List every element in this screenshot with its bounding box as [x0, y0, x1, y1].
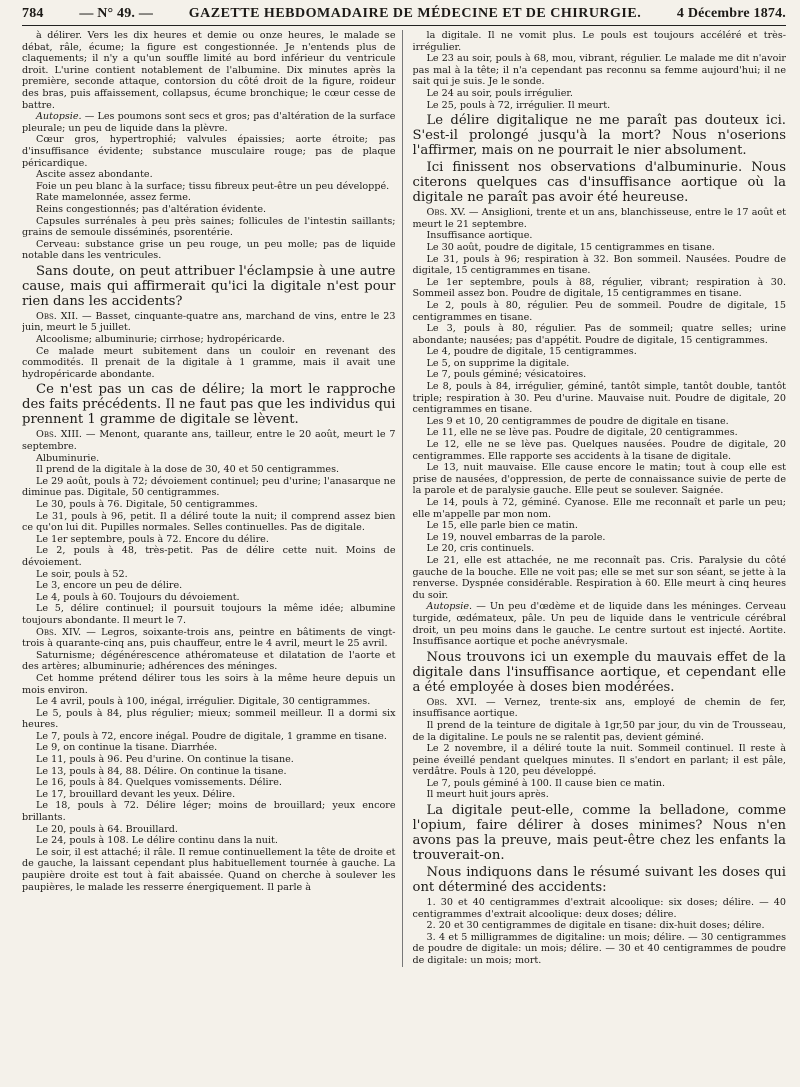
- case-paragraph: [22, 429, 396, 452]
- paragraph-text: Le 5, pouls à 84, plus régulier; mieux; sommeil meilleur. Il a dormi six heures.: [22, 707, 396, 731]
- paragraph-text: Ce malade meurt subitement dans un couloir en revenant des commodités. Il prenait de la digitale à 1 gramme, mais il avait une hydropéricarde abondante.: [22, 345, 396, 380]
- case-paragraph: [413, 543, 787, 555]
- paragraph-text: Le 31, pouls à 96; respiration à 32. Bon sommeil. Nausées. Poudre de digitale, 15 centigrammes en tisane.: [412, 253, 786, 277]
- paragraph-text: Le 30 août, poudre de digitale, 15 centigrammes en tisane.: [426, 241, 715, 253]
- paragraph-text: Le 11, pouls à 96. Peu d'urine. On continue la tisane.: [36, 754, 294, 766]
- commentary-paragraph: [413, 160, 787, 205]
- paragraph-text: Insuffisance aortique.: [426, 230, 533, 242]
- paragraph-text: Le soir, il est attaché; il râle. Il remue continuellement la tête de droite et de gauche, la laissant cependant plus habituellement tournée à gauche. La paupière droite est tout à fait abaissée. Quand on cherche à soulever les paupières, le malade les resserre énergiquement. Il parle à: [22, 846, 396, 893]
- paragraph-text: la digitale. Il ne vomit plus. Le pouls est toujours accéléré et très-irrégulier.: [412, 30, 786, 53]
- paragraph-label: Obs. XV.: [426, 207, 466, 219]
- commentary-paragraph: [413, 803, 787, 863]
- paragraph-text: — Menont, quarante ans, tailleur, entre le 20 août, meurt le 7 septembre.: [22, 429, 396, 453]
- case-paragraph: [413, 100, 787, 112]
- paragraph-text: Le 5, on supprime la digitale.: [426, 357, 570, 369]
- paragraph-text: Il meurt huit jours après.: [426, 789, 549, 801]
- journal-title: GAZETTE HEBDOMADAIRE DE MÉDECINE ET DE CHIRURGIE.: [188, 6, 642, 21]
- paragraph-text: — Legros, soixante-trois ans, peintre en bâtiments de vingt-trois à quarante-cinq ans, puis chauffeur, entre le 4 avril, meurt le 25 avril.: [22, 626, 396, 650]
- paragraph-label: Obs. XVI.: [426, 696, 477, 708]
- case-paragraph: [413, 346, 787, 358]
- paragraph-text: Le 24, pouls à 108. Le délire continu dans la nuit.: [36, 835, 278, 847]
- case-paragraph: [413, 897, 787, 920]
- paragraph-text: Le 18, pouls à 72. Délire léger; moins de brouillard; yeux encore brillants.: [22, 800, 396, 824]
- issue-number: — N° 49. —: [79, 6, 154, 21]
- paragraph-text: Foie un peu blanc à la surface; tissu fibreux peut-être un peu développé.: [36, 180, 390, 192]
- case-paragraph: [413, 369, 787, 381]
- paragraph-text: Le délire digitalique ne me paraît pas douteux ici. S'est-il prolongé jusqu'à la mort? Nous n'oserions l'affirmer, mais on ne pourrait le nier absolument.: [412, 113, 786, 159]
- paragraph-text: Les 9 et 10, 20 centigrammes de poudre de digitale en tisane.: [426, 415, 729, 427]
- paragraph-text: Le 3, pouls à 80, régulier. Pas de sommeil; quatre selles; urine abondante; nausées; pas d'appétit. Poudre de digitale, 15 centigrammes.: [412, 323, 786, 346]
- case-paragraph: [22, 789, 396, 801]
- paragraph-text: Ce n'est pas un cas de délire; la mort le rapproche des faits précédents. Il ne faut pas que les individus qui prennent 1 gramme de digitale se lèvent.: [22, 382, 396, 428]
- page-header: [22, 6, 786, 26]
- left-column: [22, 30, 403, 967]
- paragraph-text: Alcoolisme; albuminurie; cirrhose; hydropéricarde.: [36, 334, 285, 346]
- paragraph-text: Le 21, elle est attachée, ne me reconnaît pas. Cris. Paralysie du côté gauche de la bouche. Elle ne voit pas; elle se met sur son séant, se jette à la renverse. Dyspnée considérable. Respiration à 60. Elle meurt à cinq heures du soir.: [412, 554, 786, 601]
- paragraph-text: Le 29 août, pouls à 72; dévoiement continuel; peu d'urine; l'anasarque ne diminue pas. Digitale, 50 centigrammes.: [22, 475, 396, 499]
- paragraph-text: Le soir, pouls à 52.: [36, 568, 128, 580]
- case-paragraph: [413, 462, 787, 497]
- case-paragraph: [22, 204, 396, 216]
- paragraph-text: Cet homme prétend délirer tous les soirs à la même heure depuis un mois environ.: [22, 672, 396, 696]
- case-paragraph: [22, 499, 396, 511]
- case-paragraph: [413, 416, 787, 428]
- paragraph-text: Le 20, cris continuels.: [426, 543, 535, 555]
- paragraph-label: Obs. XIV.: [36, 626, 82, 638]
- case-paragraph: [22, 534, 396, 546]
- paragraph-text: Ici finissent nos observations d'albuminurie. Nous citerons quelques cas d'insuffisance aortique où la digitale ne paraît pas avoir été heureuse.: [412, 160, 786, 206]
- paragraph-text: Le 4, pouls à 60. Toujours du dévoiement.: [36, 591, 240, 603]
- paragraph-text: Reins congestionnés; pas d'altération évidente.: [36, 203, 267, 215]
- case-paragraph: [22, 192, 396, 204]
- case-paragraph: [413, 601, 787, 647]
- right-column: [413, 30, 787, 967]
- commentary-paragraph: [413, 650, 787, 695]
- case-paragraph: [22, 708, 396, 731]
- case-paragraph: [22, 835, 396, 847]
- case-paragraph: [413, 230, 787, 242]
- commentary-paragraph: [22, 264, 396, 309]
- case-paragraph: [22, 742, 396, 754]
- paragraph-text: Le 4, poudre de digitale, 15 centigrammes.: [426, 346, 637, 358]
- case-paragraph: [22, 239, 396, 262]
- paragraph-text: 3. 4 et 5 milligrammes de digitaline: un mois; délire. — 30 centigrammes de poudre de digitale: un mois; délire. — 30 et 40 centigrammes de poudre de digitale: un mois; mort.: [412, 931, 786, 967]
- paragraph-text: Le 1er septembre, pouls à 72. Encore du délire.: [36, 533, 269, 545]
- case-paragraph: [22, 134, 396, 169]
- case-paragraph: [413, 532, 787, 544]
- case-paragraph: [22, 569, 396, 581]
- paragraph-text: Le 12, elle ne se lève pas. Quelques nausées. Poudre de digitale, 20 centigrammes. Elle rapporte ses accidents à la tisane de digitale.: [412, 439, 786, 462]
- paragraph-text: Le 2, pouls à 80, régulier. Peu de sommeil. Poudre de digitale, 15 centigrammes en tisane.: [412, 299, 786, 323]
- paragraph-text: Le 13, pouls à 84, 88. Délire. On continue la tisane.: [36, 765, 287, 777]
- case-paragraph: [413, 207, 787, 230]
- paragraph-text: Le 1er septembre, pouls à 88, régulier, vibrant; respiration à 30. Sommeil assez bon. Poudre de digitale, 15 centigrammes en tisane.: [412, 276, 786, 300]
- case-paragraph: [22, 800, 396, 823]
- case-paragraph: [22, 650, 396, 673]
- paragraph-text: 1. 30 et 40 centigrammes d'extrait alcoolique: six doses; délire. — 40 centigrammes d'extrait alcoolique: deux doses; délire.: [412, 897, 786, 920]
- paragraph-label: Obs. XIII.: [36, 429, 82, 441]
- paragraph-text: Le 24 au soir, pouls irrégulier.: [426, 87, 573, 99]
- paragraph-text: Le 17, brouillard devant les yeux. Délire.: [36, 788, 236, 800]
- paragraph-text: Le 11, elle ne se lève pas. Poudre de digitale, 20 centigrammes.: [426, 427, 738, 439]
- case-paragraph: [22, 346, 396, 381]
- case-paragraph: [413, 520, 787, 532]
- case-paragraph: [413, 427, 787, 439]
- case-paragraph: [22, 311, 396, 334]
- paragraph-text: Le 7, pouls géminé à 100. Il cause bien ce matin.: [426, 777, 666, 789]
- case-paragraph: [413, 920, 787, 932]
- case-paragraph: [413, 789, 787, 801]
- paragraph-text: Le 23 au soir, pouls à 68, mou, vibrant, régulier. Le malade me dit n'avoir pas mal à la tête; il n'a cependant pas reconnu sa femme aujourd'hui; il ne sait qui je suis. Je le sonde.: [412, 53, 786, 88]
- case-paragraph: [22, 766, 396, 778]
- case-paragraph: [22, 181, 396, 193]
- paragraph-text: Le 9, on continue la tisane. Diarrhée.: [36, 742, 218, 754]
- paragraph-label: Autopsie.: [36, 111, 82, 123]
- case-paragraph: [22, 511, 396, 534]
- case-paragraph: [22, 627, 396, 650]
- paragraph-text: Ascite assez abondante.: [36, 169, 153, 181]
- paragraph-text: Sans doute, on peut attribuer l'éclampsie à une autre cause, mais qui affirmerait qu'ici la digitale n'est pour rien dans les accidents?: [22, 263, 396, 309]
- case-paragraph: [413, 497, 787, 520]
- paragraph-label: Obs. XII.: [36, 310, 79, 322]
- case-paragraph: [22, 216, 396, 239]
- paragraph-text: Cerveau: substance grise un peu rouge, un peu molle; pas de liquide notable dans les ventricules.: [22, 238, 396, 262]
- paragraph-text: Le 3, encore un peu de délire.: [36, 580, 183, 592]
- paragraph-text: Le 7, pouls géminé; vésicatoires.: [426, 369, 587, 381]
- paragraph-text: Le 4 avril, pouls à 100, inégal, irrégulier. Digitale, 30 centigrammes.: [36, 696, 371, 708]
- paragraph-text: Le 5, délire continuel; il poursuit toujours la même idée; albumine toujours abondante. Il meurt le 7.: [22, 603, 396, 626]
- case-paragraph: [413, 932, 787, 967]
- paragraph-text: Le 7, pouls à 72, encore inégal. Poudre de digitale, 1 gramme en tisane.: [36, 730, 387, 742]
- paragraph-text: Le 30, pouls à 76. Digitale, 50 centigrammes.: [36, 499, 258, 510]
- case-paragraph: [413, 254, 787, 277]
- case-paragraph: [22, 603, 396, 626]
- case-paragraph: [413, 697, 787, 720]
- paragraph-text: Albuminurie.: [36, 452, 100, 464]
- paragraph-text: — Basset, cinquante-quatre ans, marchand de vins, entre le 23 juin, meurt le 5 juillet.: [22, 310, 396, 334]
- case-paragraph: [413, 323, 787, 346]
- paragraph-text: Capsules surrénales à peu près saines; follicules de l'intestin saillants; grains de semoule disséminés, psorentérie.: [22, 215, 396, 239]
- paragraph-text: Cœur gros, hypertrophié; valvules épaissies; aorte étroite; pas d'insuffisance évidente; substance musculaire rouge; pas de plaque péricardique.: [22, 134, 396, 169]
- case-paragraph: [22, 476, 396, 499]
- case-paragraph: [413, 277, 787, 300]
- paragraph-text: Le 2 novembre, il a déliré toute la nuit. Sommeil continuel. Il reste à peine éveillé pendant quelques minutes. Il s'endort en parlant; il est pâle, verdâtre. Pouls à 120, peu développé.: [412, 743, 786, 778]
- case-paragraph: [413, 439, 787, 462]
- case-paragraph: [413, 242, 787, 254]
- paragraph-text: Nous indiquons dans le résumé suivant les doses qui ont déterminé des accidents:: [412, 865, 786, 896]
- case-paragraph: [22, 169, 396, 181]
- paragraph-text: — Un peu d'œdème et de liquide dans les méninges. Cerveau turgide, œdémateux, pâle. Un peu de liquide dans le ventricule cérébral droit, un peu moins dans le gauche. Le centre surtout est injecté. Aortite. Insuffisance aortique et poche anévrysmale.: [412, 601, 786, 648]
- issue-date: 4 Décembre 1874.: [676, 6, 786, 21]
- paragraph-label: Autopsie.: [426, 601, 473, 613]
- case-paragraph: [413, 30, 787, 53]
- case-paragraph: [413, 381, 787, 416]
- case-paragraph: [22, 111, 396, 134]
- case-paragraph: [413, 300, 787, 323]
- paragraph-text: Le 14, pouls à 72, géminé. Cyanose. Elle me reconnaît et parle un peu; elle m'appelle par mon nom.: [412, 497, 786, 520]
- paragraph-text: Le 19, nouvel embarras de la parole.: [426, 531, 606, 543]
- paragraph-text: — Ansiglioni, trente et un ans, blanchisseuse, entre le 17 août et meurt le 21 septembre.: [412, 207, 786, 230]
- paragraph-text: Rate mamelonnée, assez ferme.: [36, 192, 191, 204]
- commentary-paragraph: [413, 113, 787, 158]
- paragraph-text: Le 31, pouls à 96, petit. Il a déliré toute la nuit; il comprend assez bien ce qu'on lui dit. Pupilles normales. Selles continuelles. Pas de digitale.: [22, 510, 396, 534]
- case-paragraph: [413, 720, 787, 743]
- paragraph-text: Il prend de la teinture de digitale à 1gr,50 par jour, du vin de Trousseau, de la digitaline. Le pouls ne se ralentit pas, devient géminé.: [412, 719, 786, 743]
- case-paragraph: [22, 334, 396, 346]
- case-paragraph: [413, 358, 787, 370]
- case-paragraph: [22, 453, 396, 465]
- paragraph-text: à délirer. Vers les dix heures et demie ou onze heures, le malade se débat, râle, écume; la figure est congestionnée. Je n'entends plus de claquements; il n'y a qu'un souffle limité au bord inférieur du ventricule droit. L'urine contient notablement de l'albumine. Dix minutes après la première, seconde attaque, contorsion du côté droit de la figure, roideur des bras, puis affaissement, collapsus, écume bronchique; le cœur cesse de battre.: [22, 30, 396, 111]
- case-paragraph: [22, 824, 396, 836]
- case-paragraph: [22, 580, 396, 592]
- paragraph-text: Il prend de la digitale à la dose de 30, 40 et 50 centigrammes.: [36, 464, 340, 476]
- paragraph-text: Le 13, nuit mauvaise. Elle cause encore le matin; tout à coup elle est prise de nausées, d'oppression, de perte de connaissance suivie de perte de la parole et de paralysie gauche. Elle peut se soulever. Saignée.: [412, 462, 786, 497]
- case-paragraph: [22, 545, 396, 568]
- paragraph-text: — Vernez, trente-six ans, employé de chemin de fer, insuffisance aortique.: [412, 696, 786, 720]
- case-paragraph: [22, 754, 396, 766]
- paragraph-text: Le 8, pouls à 84, irrégulier, géminé, tantôt simple, tantôt double, tantôt triple; respiration à 30. Peu d'urine. Mauvaise nuit. Poudre de digitale, 20 centigrammes en tisane.: [412, 381, 786, 416]
- case-paragraph: [22, 592, 396, 604]
- paragraph-text: Le 25, pouls à 72, irrégulier. Il meurt.: [426, 99, 611, 111]
- case-paragraph: [22, 464, 396, 476]
- paragraph-text: — Les poumons sont secs et gros; pas d'altération de la surface pleurale; un peu de liquide dans la plèvre.: [22, 111, 396, 134]
- paragraph-text: Le 15, elle parle bien ce matin.: [426, 520, 578, 532]
- paragraph-text: La digitale peut-elle, comme la belladone, comme l'opium, faire délirer à doses minimes? Nous n'en avons pas la preuve, mais peut-être chez les enfants la trouverait-on.: [412, 803, 786, 864]
- text-columns: [22, 30, 786, 967]
- paragraph-text: Nous trouvons ici un exemple du mauvais effet de la digitale dans l'insuffisance aortique, et cependant elle a été employée à doses bien modérées.: [412, 649, 786, 695]
- paragraph-text: Le 20, pouls à 64. Brouillard.: [36, 823, 178, 835]
- paragraph-text: Le 16, pouls à 84. Quelques vomissements. Délire.: [36, 777, 282, 789]
- case-paragraph: [413, 555, 787, 601]
- case-paragraph: [413, 88, 787, 100]
- paragraph-text: Le 2, pouls à 48, très-petit. Pas de délire cette nuit. Moins de dévoiement.: [22, 545, 396, 568]
- page-number: 784: [22, 6, 44, 21]
- case-paragraph: [22, 777, 396, 789]
- case-paragraph: [22, 847, 396, 893]
- case-paragraph: [22, 731, 396, 743]
- case-paragraph: [413, 53, 787, 88]
- case-paragraph: [22, 30, 396, 111]
- commentary-paragraph: [413, 865, 787, 895]
- paragraph-text: Saturnisme; dégénérescence athéromateuse et dilatation de l'aorte et des artères; albuminurie; adhérences des méninges.: [22, 649, 396, 673]
- case-paragraph: [413, 778, 787, 790]
- case-paragraph: [22, 696, 396, 708]
- commentary-paragraph: [22, 382, 396, 427]
- case-paragraph: [413, 743, 787, 778]
- paragraph-text: 2. 20 et 30 centigrammes de digitale en tisane: dix-huit doses; délire.: [426, 920, 765, 932]
- case-paragraph: [22, 673, 396, 696]
